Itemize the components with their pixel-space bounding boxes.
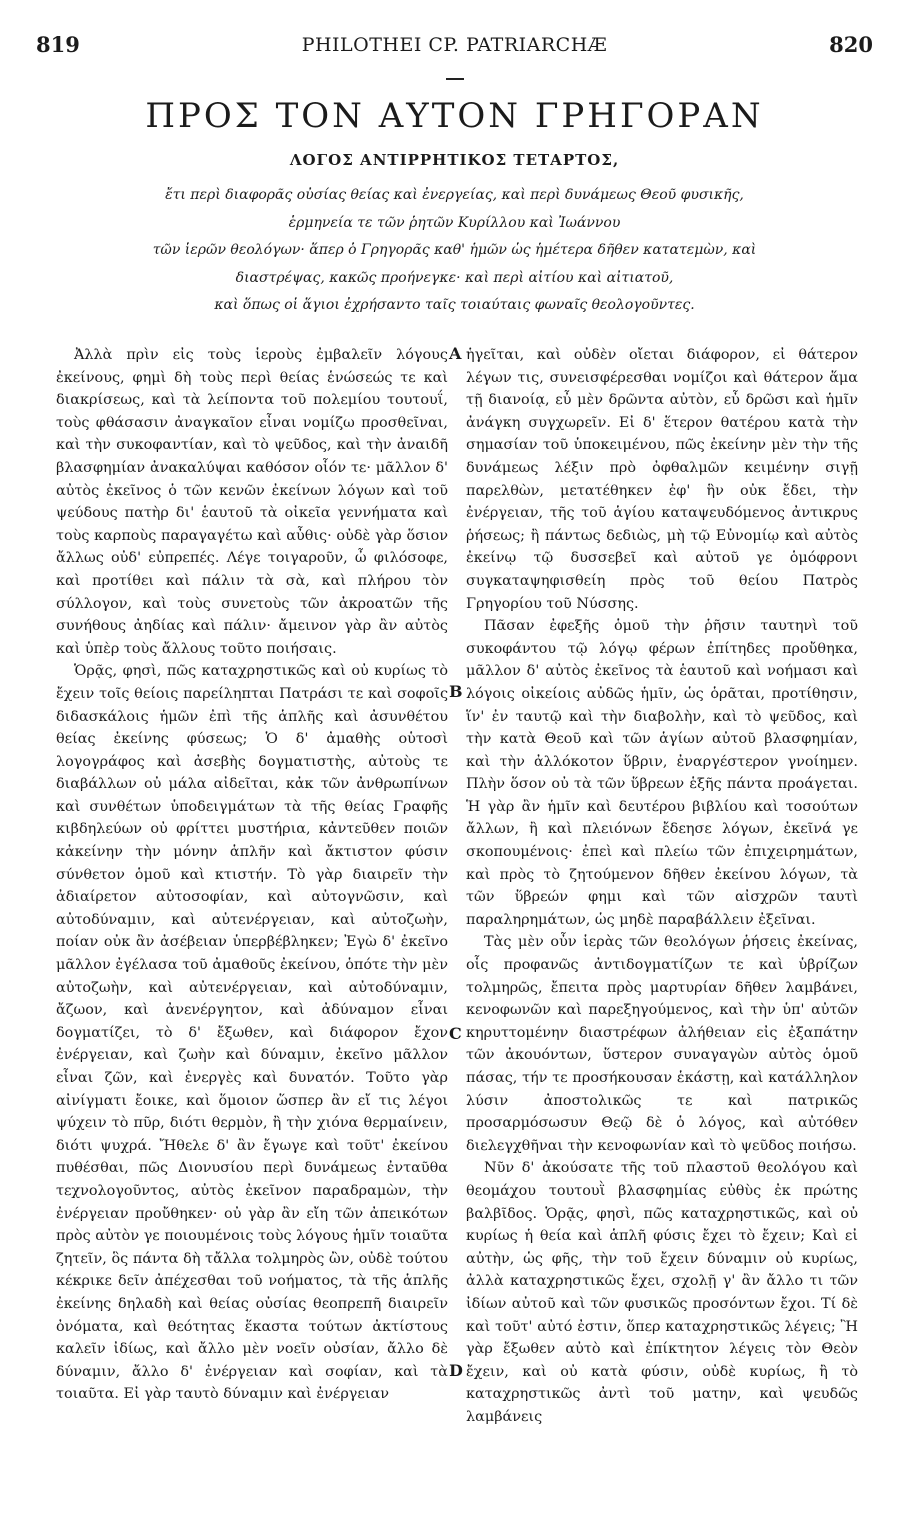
left-column bbox=[56, 344, 448, 1406]
margin-marker-d: D bbox=[449, 1361, 463, 1380]
running-head bbox=[36, 32, 873, 58]
margin-marker-a: A bbox=[449, 344, 462, 363]
paragraph: Πᾶσαν ἐφεξῆς ὁμοῦ τὴν ῥῆσιν ταυτηνὶ τοῦ συκοφάντου τῷ λόγῳ φέρων ἐπίτηδες προὔθηκα, μᾶλλον δ' αὐτὸς ἐκεῖνος τὰ ἑαυτοῦ καὶ νοήμασι καὶ λόγοις οἰκείοις αὐδῶς ἡμῖν, ὡς ὁρᾶται, προτίθησιν, ἵν' ἐν ταυτῷ καὶ τὴν διαβολὴν, καὶ τὸ ψεῦδος, καὶ τὴν κατὰ Θεοῦ καὶ τῶν ἁγίων αὐτοῦ βλασφημίαν, καὶ τὴν ἀλλόκοτον ὕβριν, ἐναργέστερον γνοίημεν. Πλὴν ὅσον οὐ τὰ τῶν ὕβρεων ἑξῆς πάντα προάγεται. Ἡ γὰρ ἂν ἡμῖν καὶ δευτέρου βιβλίου καὶ τοσούτων ἄλλων, ἢ καὶ πλειόνων ἔδεησε λόγων, ἐκεῖνά γε σκοπουμένοις· ἐπεὶ καὶ πλείω τῶν ἐπιχειρημάτων, καὶ πρὸς τὸ ζητούμενον δῆθεν ἐκείνου λόγων, τὰ τῶν ὕβρεών φημι καὶ τῶν αἰσχρῶν ταυτὶ παραληρημάτων, ὡς μηδὲ παραβάλλειν ἐξεῖναι. bbox=[466, 618, 858, 928]
intro-line: τῶν ἱερῶν θεολόγων· ἅπερ ὁ Γρηγορᾶς καθ' ἡμῶν ὡς ἡμέτερα δῆθεν κατατεμὼν, καὶ bbox=[152, 242, 757, 259]
page-number-right: 820 bbox=[829, 32, 873, 57]
intro-line: καὶ ὅπως οἱ ἅγιοι ἐχρήσαντο ταῖς τοιαύταις φωναῖς θεολογοῦντες. bbox=[214, 297, 695, 314]
paragraph: Νῦν δ' ἀκούσατε τῆς τοῦ πλαστοῦ θεολόγου καὶ θεομάχου τουτουῒ βλασφημίας εὐθὺς ἐκ πρώτης βαλβῖδος. Ὁρᾷς, φησὶ, πῶς καταχρηστικῶς, καὶ οὐ κυρίως ἡ θεία καὶ ἁπλῆ φύσις ἔχει τὸ ἔχειν; Καὶ εἰ αὐτὴν, ὡς φῆς, τὴν τοῦ ἔχειν δύναμιν οὐ κυρίως, ἀλλὰ καταχρηστικῶς ἔχει, σχολῇ γ' ἂν ἄλλο τι τῶν ἰδίων αὐτοῦ καὶ τῶν φυσικῶς προσόντων ἔχοι. Τί δὲ καὶ τοῦτ' αὐτό ἐστιν, ὅπερ καταχρηστικῶς λέγεις; Ἢ γὰρ ἔξωθεν αὐτὸ καὶ ἐπίκτητον λέγεις τὸν Θεὸν ἔχειν, καὶ οὐ κατὰ φύσιν, οὐδὲ κυρίως, ἢ τὸ καταχρηστικῶς ἀντὶ τοῦ ματην, καὶ ψευδῶς λαμβάνεις bbox=[466, 1160, 858, 1425]
page-title: ΠΡΟΣ ΤΟΝ ΑΥΤΟΝ ΓΡΗΓΟΡΑΝ bbox=[145, 96, 764, 136]
intro-line: ἔτι περὶ διαφορᾶς οὐσίας θείας καὶ ἐνεργείας, καὶ περὶ δυνάμεως Θεοῦ φυσικῆς, bbox=[165, 187, 744, 203]
paragraph: Ἀλλὰ πρὶν εἰς τοὺς ἱεροὺς ἐμβαλεῖν λόγους ἐκείνους, φημὶ δὴ τοὺς περὶ θείας ἑνώσεώς τε καὶ διακρίσεως, καὶ τὰ λείποντα τοῦ πολεμίου τουτουΐ, τοὺς φθάσασιν ἀναγκαῖον εἶναι νομίζω προσθεῖναι, καὶ τὴν συκοφαντίαν, καὶ τὸ ψεῦδος, καὶ τὴν ἀναιδῆ βλασφημίαν ἀνακαλύψαι καθόσον οἷόν τε· μᾶλλον δ' αὐτὸς ἐκεῖνος ὁ τῶν κενῶν ἐκείνων λόγων καὶ τοῦ ψεύδους πατὴρ δι' ἑαυτοῦ τὰ οἰκεῖα γεννήματα καὶ τοὺς καρποὺς παραγαγέτω καὶ αὖθις· οὐδὲ γὰρ ὅσιον ἄλλως οὐδ' εὐπρεπές. Λέγε τοιγαροῦν, ὦ φιλόσοφε, καὶ προτίθει καὶ πάλιν τὰ σὰ, καὶ πλήρου τὸν σύλλογον, καὶ τοὺς συνετοὺς τῶν ἀκροατῶν τῆς συνήθους ἀηδίας καὶ πάλιν· ἄμεινον γὰρ ἂν αὐτὸς καὶ ὑπὲρ τοὺς ἄλλους τοῦτο ποιήσαις. bbox=[56, 347, 448, 657]
page-subtitle: ΛΟΓΟΣ ΑΝΤΙΡΡΗΤΙΚΟΣ ΤΕΤΑΡΤΟΣ, bbox=[289, 151, 620, 169]
running-title: PHILOTHEI CP. PATRIARCHÆ bbox=[301, 34, 608, 56]
intro-line: διαστρέψας, κακῶς προήνεγκε· καὶ περὶ αἰτίου καὶ αἰτιατοῦ, bbox=[235, 269, 674, 286]
intro-summary bbox=[60, 182, 849, 320]
paragraph: ἡγεῖται, καὶ οὐδὲν οἴεται διάφορον, εἰ θάτερον λέγων τις, συνεισφέρεσθαι νομίζοι καὶ θάτερον ἅμα τῇ διανοίᾳ, εὖ μὲν δρῶντα αὐτὸν, εὖ δρῶσι καὶ ἡμῖν ἀνάγκη συγχωρεῖν. Εἰ δ' ἕτερον θατέρου κατὰ τὴν σημασίαν τοῦ ὑποκειμένου, πῶς ἐκείνην μὲν τὴν τῆς δυνάμεως λέξιν πρὸ ὀφθαλμῶν κειμένην σιγῇ παρελθὼν, μετατέθηκεν ἐφ' ἣν οὐκ ἔδει, τὴν ἐνέργειαν, τῆς τοῦ ἁγίου καταψευδόμενος ἀντικρυς ῥήσεως; ἢ πάντως δεδιὼς, μὴ τῷ Εὐνομίῳ καὶ αὐτὸς ἐκείνῳ τῷ δυσσεβεῖ καὶ αὐτοῦ γε ὁμόφρονι συγκαταψηφισθείη πρὸς τοῦ θείου Πατρὸς Γρηγορίου τοῦ Νύσσης. bbox=[466, 347, 858, 612]
intro-line: ἑρμηνεία τε τῶν ῥητῶν Κυρίλλου καὶ Ἰωάννου bbox=[288, 214, 621, 231]
right-column bbox=[466, 344, 858, 1429]
title-rule bbox=[446, 78, 464, 80]
margin-marker-b: B bbox=[449, 682, 463, 701]
page-number-left: 819 bbox=[36, 32, 80, 57]
paragraph: Τὰς μὲν οὖν ἱερὰς τῶν θεολόγων ῥήσεις ἐκείνας, οἷς προφανῶς ἀντιδογματίζων τε καὶ ὑβρίζων τολμηρῶς, ἔπειτα πρὸς μαρτυρίαν δῆθεν λαμβάνει, κενοφωνῶν καὶ παρεξηγούμενος, καὶ τὴν ὑπ' αὐτῶν κηρυττομένην διαστρέφων ἀλήθειαν εἰς ἐξαπάτην τῶν ἀκουόντων, ὕστερον συναγαγὼν αὐτὸς ὁμοῦ πάσας, τήν τε προσήκουσαν ἑκάστῃ, καὶ κατάλληλον λύσιν ἀποστολικῶς τε καὶ πατρικῶς προσαρμόσωσυν Θεῷ δὲ ὁ λόγος, καὶ αὐτόθεν διελεγχθῆναι τὴν κενοφωνίαν καὶ τὸ ψεῦδος ποιήσω. bbox=[466, 934, 858, 1154]
margin-marker-c: C bbox=[449, 1024, 462, 1043]
paragraph: Ὁρᾷς, φησὶ, πῶς καταχρηστικῶς καὶ οὐ κυρίως τὸ ἔχειν τοῖς θείοις παρείληπται Πατράσι τε καὶ σοφοῖς διδασκάλοις ἡμῶν ἐπὶ τῆς ἁπλῆς καὶ ἀσυνθέτου θείας ἐκείνης φύσεως; Ὁ δ' ἀμαθὴς οὑτοσὶ λογογράφος καὶ ἀσεβὴς δογματιστὴς, αὐτοὺς τε διαβάλλων οὐ μάλα αἰδεῖται, κἀκ τῶν ἀνθρωπίνων καὶ συνθέτων ὑποδειγμάτων τὰ τῆς θείας Γραφῆς κιβδηλεύων οὐ φρίττει μυστήρια, κἀντεῦθεν ποιῶν κἀκείνην τὴν μόνην ἁπλῆν καὶ ἄκτιστον φύσιν σύνθετον ὁμοῦ καὶ κτιστήν. Τὸ γὰρ διαιρεῖν τὴν ἀδιαίρετον αὐτοσοφίαν, καὶ αὐτογνῶσιν, καὶ αὐτοδύναμιν, καὶ αὐτενέργειαν, καὶ αὐτοζωὴν, ποίαν οὐκ ἂν ἀσέβειαν ὑπερβέβληκεν; Ἐγὼ δ' ἐκεῖνο μᾶλλον ἐγέλασα τοῦ ἀμαθοῦς ἐκείνου, ὁπότε τὴν μὲν αὐτοζωὴν, καὶ αὐτενέργειαν, καὶ αὐτοδύναμιν, ἄζωον, καὶ ἀνενέργητον, καὶ ἀδύναμον εἶναι δογματίζει, τὸ δ' ἔξωθεν, καὶ διάφορον ἔχον ἐνέργειαν, καὶ ζωὴν καὶ δύναμιν, ἐκεῖνο μᾶλλον εἶναι ζῶν, καὶ ἐνεργὲς καὶ δυνατόν. Τοῦτο γὰρ αἰνίγματι ἔοικε, καὶ ὅμοιον ὥσπερ ἂν εἴ τις λέγοι ψύχειν τὸ πῦρ, διότι θερμὸν, ἢ τὴν χιόνα θερμαίνειν, διότι ψυχρά. Ἤθελε δ' ἂν ἔγωγε καὶ τοῦτ' ἐκείνου πυθέσθαι, πῶς Διονυσίου περὶ δυνάμεως ἐνταῦθα τεχνολογοῦντος, αὐτὸς ἐκεῖνον παραδραμὼν, τὴν ἐνέργειαν προὔθηκεν· οὐ γὰρ ἂν εἴη τῶν ἀπεικότων πρὸς αὐτὸν γε ποιουμένοις τοὺς λόγους ἡμῖν τοιαῦτα ζητεῖν, ὃς πάντα δὴ τἄλλα τολμηρὸς ὢν, οὐδὲ τούτου κέκρικε δεῖν ἀπέχεσθαι τοῦ νοήματος, τὰ τῆς ἁπλῆς ἐκείνης δηλαδὴ καὶ θείας οὐσίας θεοπρεπῆ διαιρεῖν ὀνόματα, καὶ θεότητας ἕκαστα τούτων ἀκτίστους καλεῖν ἰδίως, καὶ ἄλλο μὲν νοεῖν οὐσίαν, ἄλλο δὲ δύναμιν, ἄλλο δ' ἐνέργειαν καὶ σοφίαν, καὶ τὰ τοιαῦτα. Εἰ γὰρ ταυτὸ δύναμιν καὶ ἐνέργειαν bbox=[56, 663, 448, 1403]
